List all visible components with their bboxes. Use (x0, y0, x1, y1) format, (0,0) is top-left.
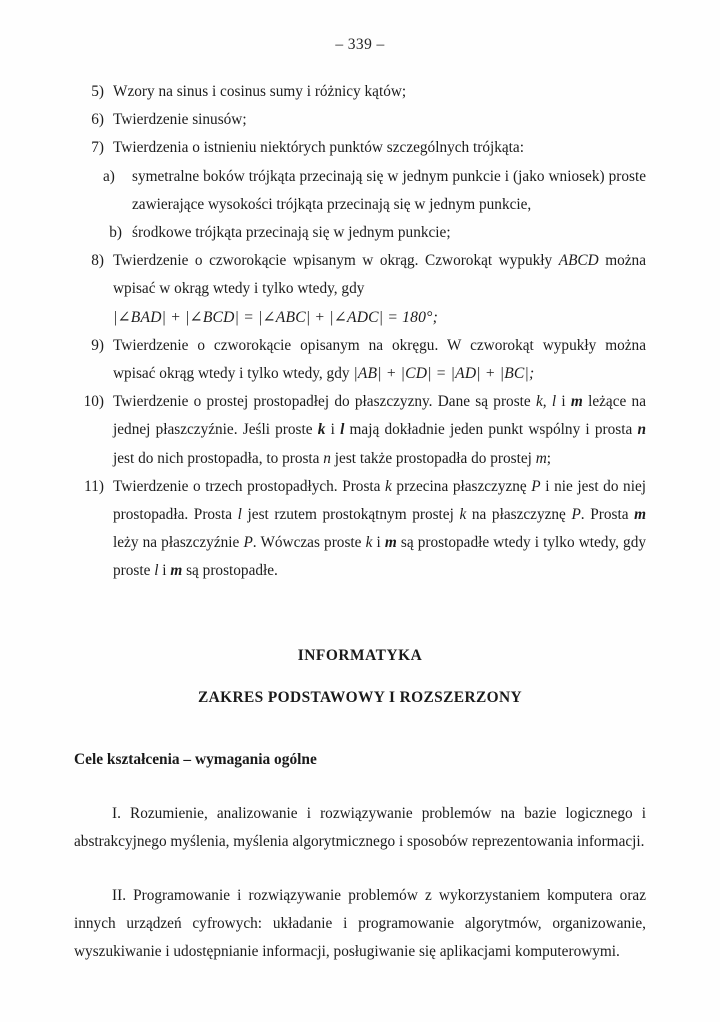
text-run: mają dokładnie jeden punkt wspólny i prosta (344, 421, 638, 439)
list-item-text: Twierdzenie sinusów; (113, 111, 247, 129)
goal-paragraph-2: II. Programowanie i rozwiązywanie problemów z wykorzystaniem komputera oraz innych urządzeń cyfrowych: układanie i programowanie algorytmów, organizowanie, wyszukiwanie i udostępnianie informacji, posługiwanie się aplikacjami komputerowymi. (74, 887, 646, 961)
text-run: jest rzutem prostokątnym prostej (241, 506, 460, 524)
text-run: są prostopadłe wtedy i tylko wtedy, gdy proste (113, 534, 647, 580)
list-marker: 6) (91, 111, 104, 129)
math-variable: P (243, 534, 253, 552)
math-variable: k (459, 506, 467, 524)
list-marker: 8) (91, 252, 104, 270)
list-item-7 (74, 134, 646, 162)
list-item-text (113, 473, 646, 586)
text-run: jest do nich prostopadła, to prosta (113, 449, 324, 467)
text-run: Twierdzenie o prostej prostopadłej do płaszczyzny. Dane są proste (113, 393, 536, 411)
item-8-quadrilateral-label: ABCD (558, 252, 599, 270)
math-variable: k (317, 421, 326, 439)
text-run: i (372, 534, 385, 552)
list-marker: 7) (91, 139, 104, 157)
math-variable: n (323, 449, 331, 467)
list-item-text (113, 332, 646, 388)
math-variable: n (637, 421, 646, 439)
item-9-text: Twierdzenie o czworokącie opisanym na okręgu. W czworokąt wypukły można wpisać okrąg wtedy i tylko wtedy, gdy (113, 336, 646, 383)
list-marker: 11) (84, 477, 104, 495)
math-variable: P (571, 506, 581, 524)
math-variable: l (551, 393, 557, 411)
list-marker: 9) (91, 336, 104, 354)
item-8-text-after: można wpisać w okrąg wtedy i tylko wtedy, gdy (113, 252, 646, 298)
text-run: i (325, 421, 341, 439)
scope-title: ZAKRES PODSTAWOWY I ROZSZERZONY (197, 688, 523, 706)
list-item-6 (74, 106, 646, 134)
math-variable: m (384, 534, 397, 552)
item-8-text-before: Twierdzenie o czworokącie wpisanym w okrąg. Czworokąt wypukły (113, 252, 559, 270)
text-run: , (542, 393, 552, 411)
text-run: przecina płaszczyznę (391, 477, 532, 495)
math-variable: k (365, 534, 373, 552)
math-variable: m (570, 393, 583, 411)
list-marker: 5) (91, 83, 104, 100)
list-item-text: Twierdzenia o istnieniu niektórych punktów szczególnych trójkąta: (113, 139, 524, 157)
text-run: i (556, 393, 571, 411)
math-variable: m (170, 562, 183, 580)
math-variable: l (154, 562, 159, 580)
text-run: . Wówczas proste (252, 534, 366, 552)
sub-list-marker: b) (109, 224, 122, 242)
math-sub-list (74, 163, 646, 248)
list-item-text (113, 247, 646, 303)
sub-list-marker: a) (103, 167, 115, 185)
math-variable: m (535, 449, 547, 467)
sub-list-item-text: symetralne boków trójkąta przecinają się w jednym punkcie i (jako wniosek) proste zawierające wysokości trójkąta przecinają się w jednym punkcie, (132, 167, 646, 213)
list-item-5 (74, 78, 646, 106)
list-item-9 (74, 332, 646, 388)
text-run: leżące na jednej płaszczyźnie. Jeśli proste (113, 393, 646, 439)
page-content (74, 78, 646, 982)
section-heading-goals: Cele kształcenia – wymagania ogólne (74, 750, 317, 768)
text-run: są prostopadłe. (182, 562, 278, 580)
page-number: – 339 – (335, 36, 385, 53)
text-run: na płaszczyznę (466, 506, 572, 524)
subject-title: INFORMATYKA (297, 646, 423, 664)
math-variable: k (385, 477, 392, 495)
formula-inscribed-quadrilateral: |∠BAD| + |∠BCD| = |∠ABC| + |∠ADC| = 180°; (113, 308, 438, 326)
text-run: Twierdzenie o trzech prostopadłych. Prosta (113, 477, 386, 495)
math-requirements-list (74, 78, 646, 586)
math-variable: l (340, 421, 345, 439)
text-run: i (158, 562, 171, 580)
list-item-10 (74, 388, 646, 473)
text-run: leży na płaszczyźnie (113, 534, 244, 552)
list-marker: 10) (83, 393, 104, 411)
sub-list-item-a (103, 163, 646, 219)
list-item-8 (74, 247, 646, 332)
list-item-11 (74, 473, 646, 586)
goal-paragraph-1: I. Rozumienie, analizowanie i rozwiązywanie problemów na bazie logicznego i abstrakcyjnego myślenia, myślenia algorytmicznego i sposobów reprezentowania informacji. (74, 804, 646, 850)
text-run: jest także prostopadła do prostej (330, 449, 536, 467)
math-variable: l (237, 506, 242, 524)
text-run: . Prosta (580, 506, 635, 524)
math-variable: P (531, 477, 541, 495)
formula-circumscribed-quadrilateral: |AB| + |CD| = |AD| + |BC|; (353, 365, 535, 383)
list-item-text: Wzory na sinus i cosinus sumy i różnicy kątów; (113, 83, 407, 100)
math-variable: m (634, 506, 646, 524)
math-variable: k (535, 393, 543, 411)
sub-list-item-b (103, 219, 646, 247)
text-run: i nie jest do niej prostopadła. Prosta (113, 477, 646, 524)
list-item-text (113, 388, 646, 473)
text-run: ; (546, 449, 552, 467)
sub-list-item-text: środkowe trójkąta przecinają się w jednym punkcie; (132, 224, 451, 242)
